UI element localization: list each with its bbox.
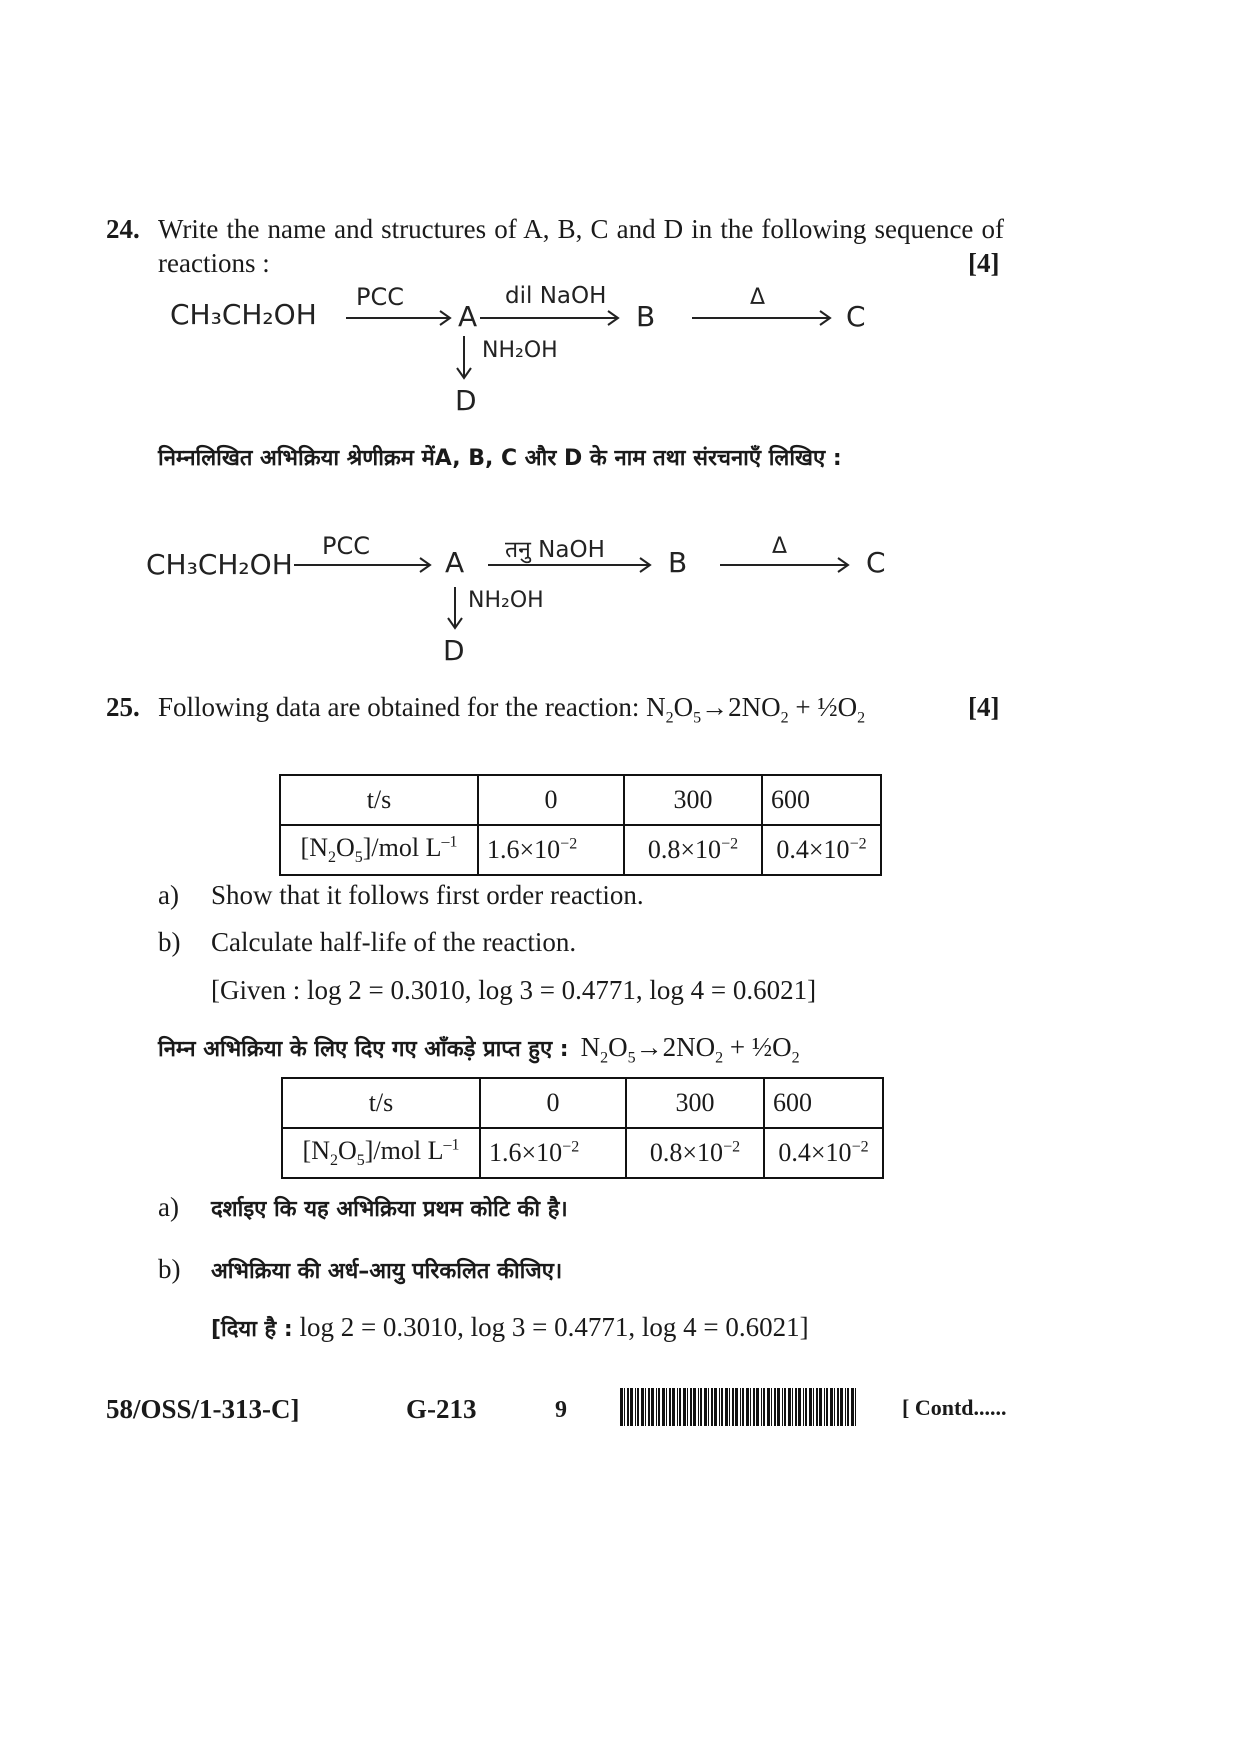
scheme-hi-reagent1: PCC bbox=[322, 532, 370, 560]
scheme-en-d: D bbox=[455, 384, 477, 417]
table-en-header-t: t/s bbox=[280, 775, 478, 825]
q25-hindi-b-label: b) bbox=[158, 1254, 181, 1284]
q24-text-line2: reactions : bbox=[158, 248, 270, 278]
q24-hindi-text: निम्नलिखित अभिक्रिया श्रेणीक्रम मेंA, B, C और D के नाम तथा संरचनाएँ लिखिए : bbox=[158, 446, 842, 471]
q25-b-text: Calculate half-life of the reaction. bbox=[211, 927, 577, 957]
scheme-hi-reagent2: तनु NaOH bbox=[505, 537, 605, 563]
table-hi-header-600: 600 bbox=[764, 1078, 883, 1128]
scheme-hi-reagent4: NH₂OH bbox=[468, 588, 544, 613]
q25-a-text: Show that it follows first order reaction. bbox=[211, 880, 644, 910]
q25-hindi-a: दर्शाइए कि यह अभिक्रिया प्रथम कोटि की है। bbox=[211, 1197, 568, 1222]
q25-hindi-a-label: a) bbox=[158, 1192, 179, 1222]
scheme-hi-b: B bbox=[668, 546, 688, 579]
q25-b-label: b) bbox=[158, 927, 181, 957]
scheme-en-arrows bbox=[0, 0, 1241, 450]
table-hi-row-label: $[N_2O_5]$/mol $L^{-1}$ bbox=[282, 1128, 480, 1178]
table-en-value-600: $0.4\times 10^{-2}$ bbox=[762, 825, 881, 875]
table-en-header-0: 0 bbox=[478, 775, 624, 825]
table-en-header-600: 600 bbox=[762, 775, 881, 825]
scheme-hi-reagent3: Δ bbox=[772, 534, 788, 559]
footer-page-number: 9 bbox=[555, 1397, 567, 1423]
q25-table-en bbox=[279, 774, 882, 876]
table-en-row-label: $[N_2O_5]$/mol $L^{-1}$ bbox=[280, 825, 478, 875]
q25-text-main: Following data are obtained for the reaction: bbox=[158, 692, 640, 722]
q25-given: [Given : log 2 = 0.3010, log 3 = 0.4771, log 4 = 0.6021] bbox=[211, 975, 817, 1005]
q25-a-label: a) bbox=[158, 880, 179, 910]
table-hi-header-0: 0 bbox=[480, 1078, 626, 1128]
table-hi-header-300: 300 bbox=[626, 1078, 764, 1128]
scheme-en-start: CH₃CH₂OH bbox=[170, 298, 317, 331]
scheme-en-reagent2: dil NaOH bbox=[505, 283, 607, 309]
scheme-en-b: B bbox=[636, 300, 656, 333]
table-hi-header-t: t/s bbox=[282, 1078, 480, 1128]
barcode bbox=[620, 1388, 860, 1426]
scheme-hi-arrows bbox=[0, 450, 1241, 670]
table-en-header-300: 300 bbox=[624, 775, 762, 825]
scheme-hi-a: A bbox=[445, 546, 465, 579]
q25-number: 25. bbox=[106, 692, 140, 722]
q25-hindi-b: अभिक्रिया की अर्ध–आयु परिकलित कीजिए। bbox=[211, 1259, 563, 1284]
footer-contd: [ Contd...... bbox=[902, 1395, 1007, 1420]
table-hi-value-0: $1.6\times 10^{-2}$ bbox=[480, 1128, 626, 1178]
table-hi-value-300: $0.8\times 10^{-2}$ bbox=[626, 1128, 764, 1178]
q25-text: Following data are obtained for the reaction: $N_2O_5\to 2NO_2$ + $\frac{1}{2}O_2$ bbox=[158, 692, 866, 727]
q24-text-line1: Write the name and structures of A, B, C and D in the following sequence of bbox=[158, 214, 1004, 244]
table-hi-value-600: $0.4\times 10^{-2}$ bbox=[764, 1128, 883, 1178]
scheme-en-a: A bbox=[458, 300, 478, 333]
table-en-value-0: $1.6\times 10^{-2}$ bbox=[478, 825, 624, 875]
scheme-hi-start: CH₃CH₂OH bbox=[146, 548, 293, 581]
scheme-hi-d: D bbox=[443, 634, 465, 667]
scheme-hi-c: C bbox=[866, 546, 886, 579]
scheme-en-reagent3: Δ bbox=[750, 285, 766, 310]
scheme-en-reagent1: PCC bbox=[356, 283, 404, 311]
scheme-en-reagent4: NH₂OH bbox=[482, 338, 558, 363]
q25-marks: [4] bbox=[968, 692, 1000, 722]
footer-series: G-213 bbox=[406, 1394, 477, 1424]
footer-code: 58/OSS/1-313-C] bbox=[106, 1394, 300, 1424]
q25-table-hi bbox=[281, 1077, 884, 1179]
table-en-value-300: $0.8\times 10^{-2}$ bbox=[624, 825, 762, 875]
q25-hindi-intro: निम्न अभिक्रिया के लिए दिए गए आँकड़े प्राप्त हुए : $N_2O_5\to 2NO_2$ + $\frac{1}{2}O_2$ bbox=[158, 1032, 800, 1067]
scheme-en-c: C bbox=[846, 300, 866, 333]
q24-number: 24. bbox=[106, 214, 140, 244]
q25-hindi-given: [दिया है : log 2 = 0.3010, log 3 = 0.4771, log 4 = 0.6021] bbox=[211, 1312, 809, 1342]
q24-marks: [4] bbox=[968, 248, 1000, 278]
